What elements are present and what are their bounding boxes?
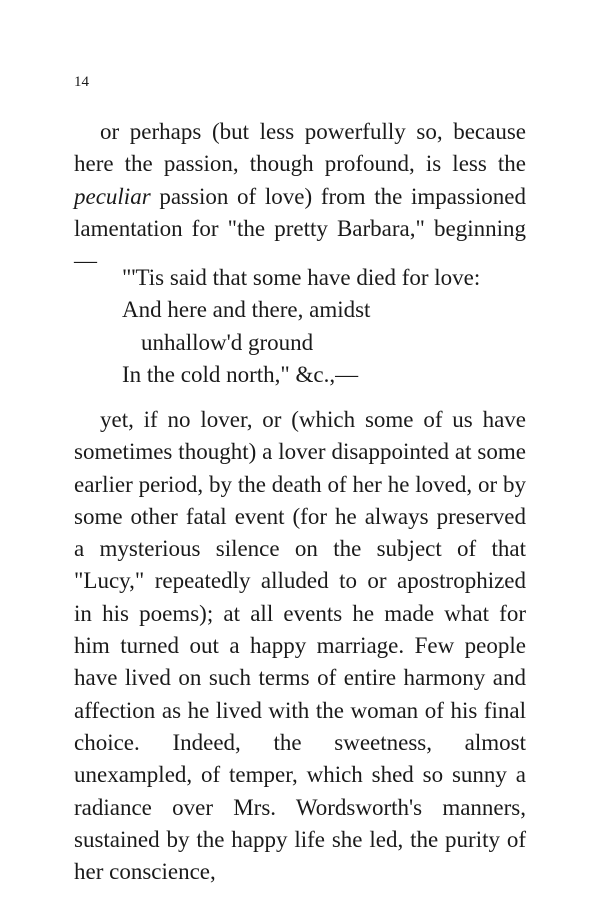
poem-line-2: And here and there, amidst [122,297,371,323]
paragraph-1-text [74,116,526,277]
paragraph-2 [74,404,526,888]
paragraph-1-after-emphasis: passion of love) from the impassioned lamentation for "the pretty Barbara," beginning— [74,183,526,274]
paragraph-1-emphasis: peculiar [74,183,151,209]
poem-quote [122,262,542,391]
paragraph-2-text: yet, if no lover, or (which some of us have sometimes thought) a lover disappointed at some earlier period, by the death of her he loved, or by some other fatal event (for he always preserved a mysterious silence on the subject of that "Lucy," repeatedly alluded to or apostrophized in his poems); at all events he made what for him turned out a happy marriage. Few people have lived on such terms of entire harmony and affection as he lived with the woman of his final choice. Indeed, the sweetness, almost unexampled, of temper, which shed so sunny a radiance over Mrs. Wordsworth's manners, sustained by the happy life she led, the purity of her conscience, [74,407,526,885]
poem-line-4: In the cold north," &c.,— [122,361,359,387]
poem-line-1: "'Tis said that some have died for love: [122,265,481,290]
poem-line-3: unhallow'd ground [141,329,314,355]
paragraph-1 [74,116,526,277]
paragraph-1-before-emphasis: or perhaps (but less powerfully so, because here the passion, though profound, is less the [74,119,526,177]
page-number: 14 [74,74,89,90]
